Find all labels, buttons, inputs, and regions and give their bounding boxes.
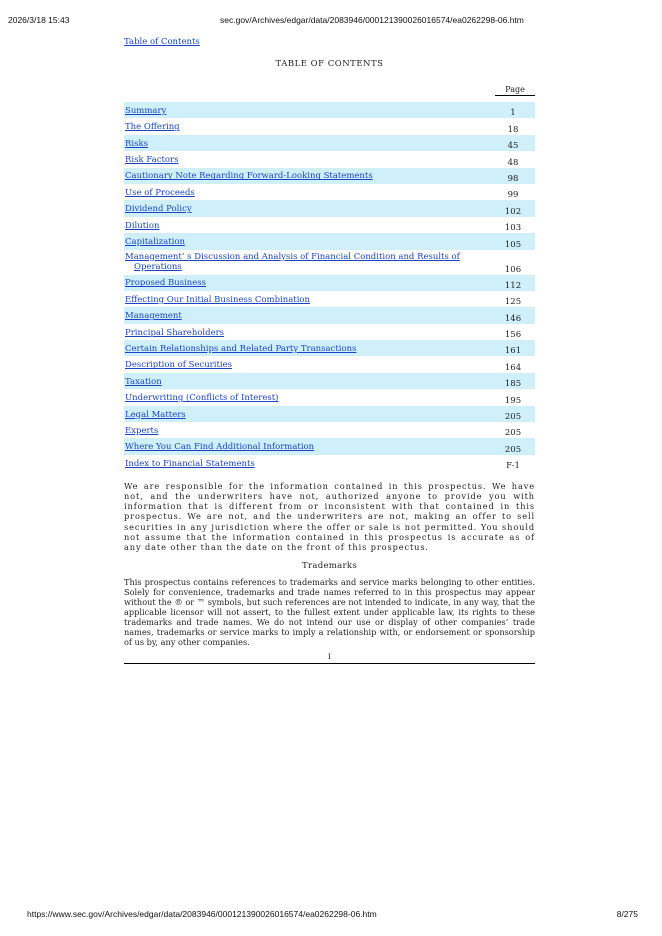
toc-entry-link[interactable]: Management [125, 311, 182, 322]
toc-page-number: 103 [504, 223, 522, 234]
toc-row [124, 373, 535, 389]
toc-entry-cell [124, 356, 491, 372]
toc-row [124, 135, 535, 151]
toc-entry-cell [124, 151, 491, 167]
toc-row [124, 275, 535, 291]
document-page [124, 37, 535, 664]
toc-entry-cell [124, 118, 491, 134]
toc-page-number: 48 [507, 157, 519, 168]
toc-entry-link[interactable]: Where You Can Find Additional Information [125, 442, 315, 453]
toc-entry-cell [124, 291, 491, 307]
toc-row [124, 438, 535, 454]
toc-row [124, 455, 535, 471]
toc-entry-cell [124, 406, 491, 422]
toc-page-number: 161 [491, 340, 535, 356]
toc-page-number: 18 [507, 124, 519, 135]
toc-entry-link[interactable]: Risk Factors [125, 155, 179, 166]
toc-page-number: 205 [504, 428, 522, 439]
toc-entry-link[interactable]: Underwriting (Conflicts of Interest) [125, 393, 279, 404]
toc-entry-cell [124, 168, 491, 184]
footer-page-count: 8/275 [616, 909, 638, 919]
toc-row [124, 151, 535, 167]
toc-page-number: 146 [491, 307, 535, 323]
toc-entry-cell [124, 200, 491, 216]
toc-column-header [124, 85, 535, 100]
toc-entry-cell [124, 135, 491, 151]
toc-row [124, 389, 535, 405]
toc-row [124, 233, 535, 249]
toc-row [124, 291, 535, 307]
toc-entry-cell [124, 233, 491, 249]
toc-row [124, 406, 535, 422]
toc-row [124, 422, 535, 438]
toc-page-number: 99 [507, 190, 519, 201]
toc-page-number: 105 [491, 233, 535, 249]
toc-page-number: 185 [491, 373, 535, 389]
trademarks-heading: Trademarks [302, 560, 357, 571]
toc-entry-link[interactable]: The Offering [125, 122, 180, 133]
toc-row [124, 118, 535, 134]
toc-entry-cell [124, 389, 491, 405]
toc-entry-link[interactable]: Management’ s Discussion and Analysis of Financial Condition and Results of [125, 251, 460, 262]
toc-entry-link[interactable]: Capitalization [125, 237, 185, 248]
toc-row [124, 184, 535, 200]
toc-entry-cell [124, 102, 491, 118]
toc-entry-cell [124, 250, 491, 275]
toc-page-number: F-1 [506, 461, 520, 472]
toc-entry-cell [124, 307, 491, 323]
toc-row [124, 200, 535, 216]
toc-entry-link[interactable]: Effecting Our Initial Business Combination [125, 294, 311, 305]
toc-entry-link[interactable]: Description of Securities [125, 360, 232, 371]
page-number: i [328, 651, 331, 662]
toc-entry-link[interactable]: Taxation [125, 376, 162, 387]
toc-row [124, 324, 535, 340]
toc-entry-cell [124, 324, 491, 340]
toc-page-number: 164 [504, 362, 522, 373]
toc-page-number: 125 [504, 297, 522, 308]
toc-row [124, 102, 535, 118]
responsibility-paragraph: We are responsible for the information contained in this prospectus. We have not, and the underwriters have not, authorized anyone to provide you with information that is different from or inconsistent with that contained in this prospectus. We are not, and the underwriters are not, making an offer to sell securities in any jurisdiction where the offer or sale is not permitted. You should not assume that the information contained in this prospectus is accurate as of any date other than the date on the front of this prospectus. [124, 481, 535, 552]
toc-page-number: 1 [491, 102, 535, 118]
toc-row [124, 250, 535, 275]
toc-entry-cell [124, 438, 491, 454]
toc-entry-link[interactable]: Legal Matters [125, 409, 186, 420]
toc-entry-cell [124, 340, 491, 356]
toc-entry-link[interactable]: Experts [125, 425, 159, 436]
print-datetime: 2026/3/18 15:43 [8, 15, 70, 25]
toc-entry-cell [124, 275, 491, 291]
print-url: sec.gov/Archives/edgar/data/2083946/000121390026016574/ea0262298-06.htm [220, 15, 524, 25]
toc-page-number: 45 [491, 135, 535, 151]
toc-page-number: 98 [491, 168, 535, 184]
toc-page-number: 102 [491, 200, 535, 216]
toc-entry-link[interactable]: Proposed Business [125, 278, 207, 289]
toc-page-number: 205 [491, 406, 535, 422]
toc-entry-link[interactable]: Dilution [125, 220, 160, 231]
toc-entry-cell [124, 184, 491, 200]
toc-entry-link[interactable]: Principal Shareholders [125, 327, 225, 338]
toc-entry-cell [124, 373, 491, 389]
toc-title: TABLE OF CONTENTS [275, 59, 384, 69]
toc-page-number: 112 [491, 275, 535, 291]
toc-table [124, 102, 535, 471]
toc-page-number: 156 [504, 330, 522, 341]
toc-entry-link[interactable]: Cautionary Note Regarding Forward-Looking Statements [125, 171, 373, 182]
table-of-contents-link[interactable]: Table of Contents [124, 37, 200, 47]
toc-entry-link-continued[interactable]: Operations [134, 262, 182, 273]
toc-entry-cell [124, 422, 491, 438]
footer-url: https://www.sec.gov/Archives/edgar/data/2083946/000121390026016574/ea0262298-06.htm [27, 909, 377, 919]
toc-row [124, 340, 535, 356]
page-rule [124, 663, 535, 664]
toc-row [124, 217, 535, 233]
toc-page-number: 195 [504, 395, 522, 406]
toc-entry-link[interactable]: Dividend Policy [125, 204, 192, 215]
toc-page-number: 205 [491, 438, 535, 454]
toc-row [124, 307, 535, 323]
page-column-header: Page [495, 85, 535, 96]
toc-entry-link[interactable]: Index to Financial Statements [125, 458, 255, 469]
toc-page-number: 106 [504, 264, 522, 275]
toc-entry-cell [124, 455, 491, 471]
toc-row [124, 356, 535, 372]
toc-entry-link[interactable]: Use of Proceeds [125, 187, 195, 198]
toc-entry-link[interactable]: Risks [125, 138, 148, 149]
toc-entry-cell [124, 217, 491, 233]
toc-row [124, 168, 535, 184]
trademarks-paragraph: This prospectus contains references to trademarks and service marks belonging to other entities. Solely for convenience, trademarks and trade names referred to in this prospectus may appear without the ® or ™ symbols, but such references are not intended to indicate, in any way, that the applicable licensor will not assert, to the fullest extent under applicable law, its rights to these trademarks and trade names. We do not intend our use or display of other companies’ trade names, trademarks or service marks to imply a relationship with, or endorsement or sponsorship of us by, any other companies. [124, 576, 535, 648]
toc-entry-link[interactable]: Certain Relationships and Related Party Transactions [125, 343, 357, 354]
toc-entry-link[interactable]: Summary [125, 105, 167, 116]
